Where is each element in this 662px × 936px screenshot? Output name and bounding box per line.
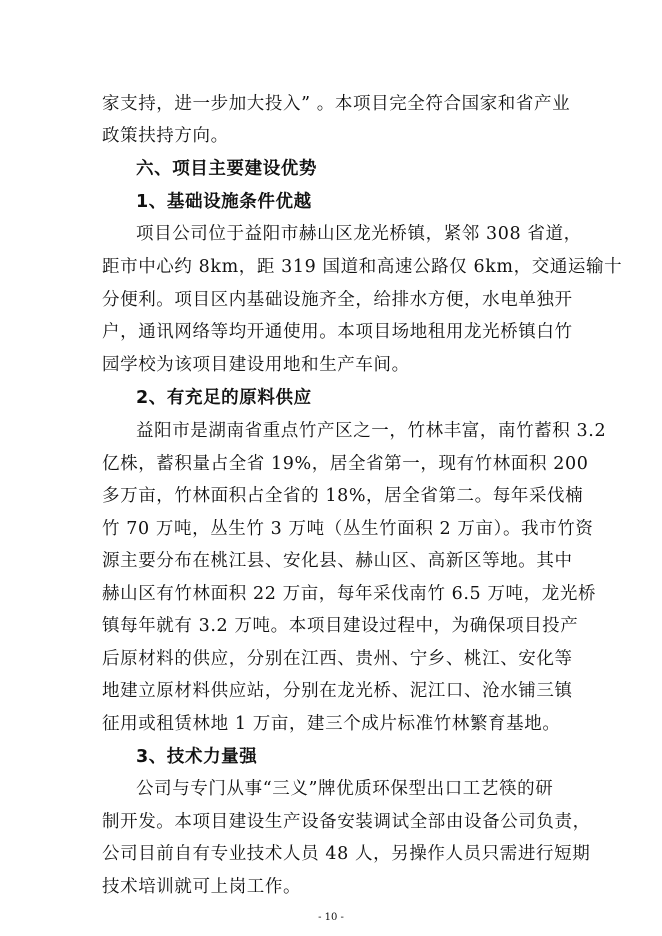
paragraph-line: 政策扶持方向。 bbox=[102, 126, 229, 146]
subsection-heading: 1、基础设施条件优越 bbox=[136, 192, 312, 212]
paragraph-line: 公司与专门从事“三义”牌优质环保型出口工艺筷的研 bbox=[136, 779, 554, 799]
paragraph-line: 户，通讯网络等均开通使用。本项目场地租用龙光桥镇白竹 bbox=[102, 322, 573, 342]
subsection-heading: 3、技术力量强 bbox=[136, 747, 258, 767]
paragraph-line: 制开发。本项目建设生产设备安装调试全部由设备公司负责， bbox=[102, 812, 591, 832]
subsection-heading: 2、有充足的原料供应 bbox=[136, 388, 312, 408]
paragraph-line: 距市中心约 8km，距 319 国道和高速公路仅 6km，交通运输十 bbox=[102, 257, 623, 277]
paragraph-line: 园学校为该项目建设用地和生产车间。 bbox=[102, 355, 410, 375]
paragraph-line: 公司目前自有专业技术人员 48 人，另操作人员只需进行短期 bbox=[102, 844, 591, 864]
paragraph-line: 项目公司位于益阳市赫山区龙光桥镇，紧邻 308 省道， bbox=[136, 224, 582, 244]
paragraph-line: 家支持，进一步加大投入” 。本项目完全符合国家和省产业 bbox=[102, 94, 571, 114]
page-number: - 10 - bbox=[318, 912, 344, 923]
paragraph-line: 分便利。项目区内基础设施齐全，给排水方便，水电单独开 bbox=[102, 290, 573, 310]
paragraph-line: 赫山区有竹林面积 22 万亩，每年采伐南竹 6.5 万吨，龙光桥 bbox=[102, 584, 597, 604]
section-heading: 六、项目主要建设优势 bbox=[136, 159, 317, 179]
paragraph-line: 源主要分布在桃江县、安化县、赫山区、高新区等地。其中 bbox=[102, 551, 573, 571]
paragraph-line: 镇每年就有 3.2 万吨。本项目建设过程中，为确保项目投产 bbox=[102, 616, 579, 636]
paragraph-line: 亿株，蓄积量占全省 19%，居全省第一，现有竹林面积 200 bbox=[102, 454, 589, 474]
paragraph-line: 竹 70 万吨，丛生竹 3 万吨（丛生竹面积 2 万亩）。我市竹资 bbox=[102, 519, 594, 539]
paragraph-line: 益阳市是湖南省重点竹产区之一，竹林丰富，南竹蓄积 3.2 bbox=[136, 421, 607, 441]
paragraph-line: 征用或租赁林地 1 万亩，建三个成片标准竹林繁育基地。 bbox=[102, 714, 561, 734]
paragraph-line: 后原材料的供应，分别在江西、贵州、宁乡、桃江、安化等 bbox=[102, 649, 573, 669]
paragraph-line: 技术培训就可上岗工作。 bbox=[102, 877, 302, 897]
paragraph-line: 多万亩，竹林面积占全省的 18%，居全省第二。每年采伐楠 bbox=[102, 486, 584, 506]
paragraph-line: 地建立原材料供应站，分别在龙光桥、泥江口、沧水铺三镇 bbox=[102, 681, 573, 701]
